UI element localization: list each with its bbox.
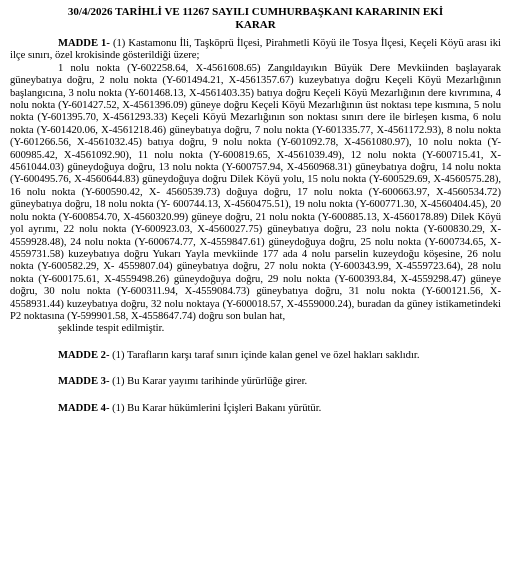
article-1-body: 1 nolu nokta (Y-602258.64, X-4561608.65) Zangıldayıkın Büyük Dere Mevkiinden başlayarak güneybatıya doğru, 2 nolu nokta (Y-601494.21, X-4561357.67) kuzeybatıya doğru Keçeli Köyü Mezarlığının başlangıcına, 3 nolu nokta (Y-601468.13, X-4561403.35) batıya doğru Keçeli Köyü Mezarlığının dere kıvrımına, 4 nolu nokta (Y-601427.52, X-4561396.09) güneye doğru Keçeli Köyü Mezarlığının üst noktası tepe kısmına, 5 nolu nokta (Y-601395.70, X-4561293.33) Keçeli Köyü Mezarlığının son noktası sınırı dere ile birleşen kısma, 6 nolu nokta (Y-601420.06, X-4561218.46) güneybatıya doğru, 7 nolu nokta (Y-601335.77, X-4561172.93), 8 nolu nokta (Y-601266.56, X-4561032.45) batıya doğru, 9 nolu nokta (Y-601092.78, X-4561080.97), 10 nolu nokta (Y-600985.42, X-4561092.90), 11 nolu nokta (Y-600819.65, X-4561039.49), 12 nolu nokta (Y-600715.41, X-4561044.03) güneydoğuya doğru, 13 nolu nokta (Y-600757.94, X-4560968.31) güneybatıya doğru, 14 nolu nokta (Y-600495.76, X-4560644.83) güneydoğuya doğru Dilek Köyü yolu, 15 nolu nokta (Y-600529.69, X-4560575.28), 16 nolu nokta (Y-600590.42, X- 4560539.73) doğuya doğru, 17 nolu nokta (Y-600663.97, X-4560534.72) güneybatıya doğru, 18 nolu nokta (Y- 600744.13, X-4560475.51), 19 nolu nokta (Y-600771.30, X-4560404.45), 20 nolu nokta (Y-600854.70, X-4560320.99) güneye doğru, 21 nolu nokta (Y-600885.13, X-4560178.89) Dilek Köyü yol ayrımı, 22 nolu nokta (Y-600923.03, X-4560027.75) güneybatıya doğru, 23 nolu nokta (Y-600830.29, X-4559928.48), 24 nolu nokta (Y-600674.77, X-4559847.61) güneydoğuya doğru, 25 nolu nokta (Y-600734.65, X-4559731.58) kuzeybatıya doğru Yukarı Yayla mevkiinde 177 ada 4 nolu parselin kuzeydoğu köşesine, 26 nolu nokta (Y-600582.29, X- 4559807.04) güneybatıya doğru, 27 nolu nokta (Y-600343.99, X-4559723.64), 28 nolu nokta (Y-600175.61, X-4559498.26) güneydoğuya doğru, 29 nolu nokta (Y-600393.84, X-4559298.47) güneye doğru, 30 nolu nokta (Y-600311.94, X-4559084.73) güneybatıya doğru, 31 nolu nokta (Y-600121.56, X-4558931.44) kuzeybatıya doğru, 32 nolu noktaya (Y-600018.57, X-4559000.24), buradan da güney istikametindeki P2 noktasına (Y-599901.58, X-4558647.74) doğru son bulan hat, (10, 62, 501, 322)
article-3-label: MADDE 3- (58, 376, 110, 388)
article-2 (10, 350, 501, 362)
article-1-intro-text: (1) Kastamonu İli, Taşköprü İlçesi, Pirahmetli Köyü ile Tosya İlçesi, Keçeli Köyü arası iki ilçe sınırı, özel krokisinde gösterildiği üzere; (10, 38, 501, 62)
article-1-closing: şeklinde tespit edilmiştir. (58, 323, 165, 335)
article-4 (10, 403, 501, 415)
document-title (20, 6, 491, 32)
article-3-text: (1) Bu Karar yayımı tarihinde yürürlüğe girer. (112, 376, 308, 388)
article-4-label: MADDE 4- (58, 402, 110, 414)
article-1-intro (10, 38, 501, 63)
article-2-text: (1) Tarafların karşı taraf sınırı içinde kalan genel ve özel hakları saklıdır. (112, 349, 420, 361)
title-line-1: 30/4/2026 TARİHLİ VE 11267 SAYILI CUMHURBAŞKANI KARARININ EKİ (67, 6, 444, 18)
article-1-label: MADDE 1- (58, 38, 110, 49)
title-line-2: KARAR (235, 19, 276, 31)
article-4-text: (1) Bu Karar hükümlerini İçişleri Bakanı yürütür. (112, 402, 322, 414)
article-3 (10, 376, 501, 388)
article-2-label: MADDE 2- (58, 349, 110, 361)
